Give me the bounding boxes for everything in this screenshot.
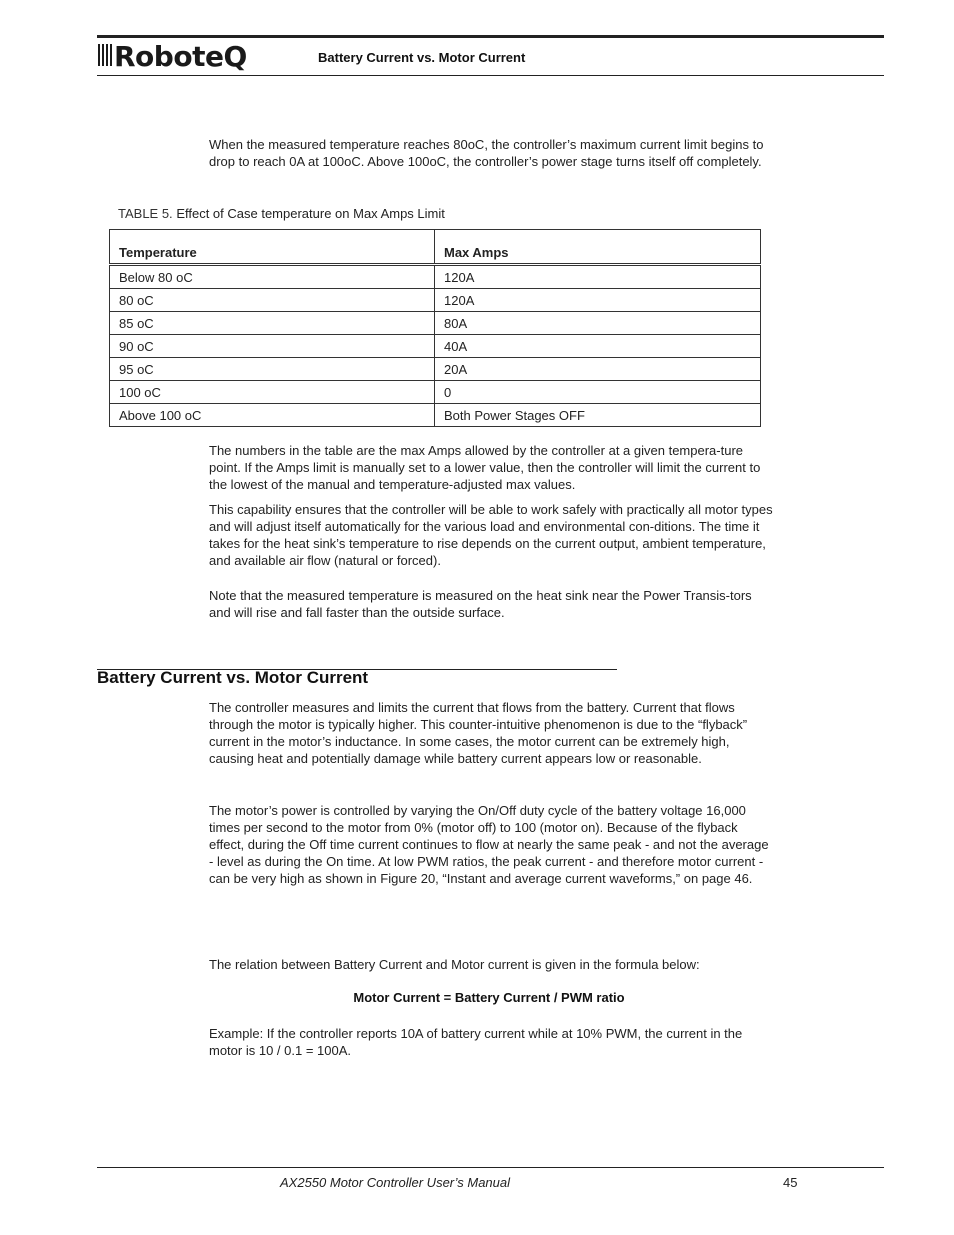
section-heading: Battery Current vs. Motor Current	[97, 668, 369, 687]
table-cell: 90 oC	[110, 335, 435, 358]
column-header-temperature: Temperature	[110, 230, 435, 265]
table-row	[110, 312, 761, 335]
table-cell: 80A	[435, 312, 761, 335]
running-header-title: Battery Current vs. Motor Current	[318, 50, 526, 65]
formula: Motor Current = Battery Current / PWM ratio	[353, 990, 625, 1005]
table-cell: 80 oC	[110, 289, 435, 312]
table-explanation-paragraph: The numbers in the table are the max Amps allowed by the controller at a given tempera-ture point. If the Amps limit is manually set to a lower value, then the controller will limit the current to the lowest of the manual and temperature-adjusted max values.	[209, 443, 761, 492]
temperature-table	[109, 229, 761, 427]
page-number: 45	[783, 1175, 798, 1190]
table-row	[110, 335, 761, 358]
table-cell: 40A	[435, 335, 761, 358]
capability-paragraph: This capability ensures that the controller will be able to work safely with practically all motor types and will adjust itself automatically for the various load and environmental con-ditions. The time it takes for the heat sink’s temperature to rise depends on the current output, ambient temperature, and available air flow (natural or forced).	[209, 502, 773, 568]
example-paragraph: Example: If the controller reports 10A of battery current while at 10% PWM, the current in the motor is 10 / 0.1 = 100A.	[209, 1026, 743, 1058]
table-row	[110, 381, 761, 404]
header-bottom-rule	[97, 75, 884, 76]
table-caption-text: Effect of Case temperature on Max Amps Limit	[176, 206, 445, 221]
table-caption-prefix: TABLE 5.	[118, 206, 173, 221]
footer-rule	[97, 1167, 884, 1168]
table-cell: Above 100 oC	[110, 404, 435, 427]
table-caption	[118, 206, 445, 221]
table-cell: 20A	[435, 358, 761, 381]
footer-manual-title: AX2550 Motor Controller User’s Manual	[280, 1175, 511, 1190]
intro-paragraph: When the measured temperature reaches 80oC, the controller’s maximum current limit begins to drop to reach 0A at 100oC. Above 100oC, the controller’s power stage turns itself off completely.	[209, 137, 764, 169]
table-header-row	[110, 230, 761, 265]
table-cell: Below 80 oC	[110, 265, 435, 289]
section-paragraph-1: The controller measures and limits the current that flows from the battery. Current that flows through the motor is typically higher. This counter-intuitive phenomenon is due to the “flyback” current in the motor’s inductance. In some cases, the motor current can be extremely high, causing heat and potentially damage while battery current appears low or reasonable.	[209, 700, 748, 766]
table-cell: 95 oC	[110, 358, 435, 381]
table-cell: 85 oC	[110, 312, 435, 335]
table-row	[110, 289, 761, 312]
section-paragraph-2: The motor’s power is controlled by varying the On/Off duty cycle of the battery voltage 16,000 times per second to the motor from 0% (motor off) to 100 (motor on). Because of the flyback effect, during the Off time current continues to flow at nearly the same peak - and not the average - level as during the On time. At low PWM ratios, the peak current - and therefore motor current - can be very high as shown in Figure 20, “Instant and average current waveforms,” on page 46.	[209, 803, 769, 886]
table-row	[110, 358, 761, 381]
table-cell: 0	[435, 381, 761, 404]
roboteq-logo	[98, 38, 273, 74]
section-paragraph-3: The relation between Battery Current and Motor current is given in the formula below:	[209, 957, 700, 972]
svg-text:RoboteQ: RoboteQ	[114, 40, 247, 73]
table-cell: Both Power Stages OFF	[435, 404, 761, 427]
table-row	[110, 404, 761, 427]
column-header-max-amps: Max Amps	[435, 230, 761, 265]
table-cell: 120A	[435, 289, 761, 312]
heat-sink-note-paragraph: Note that the measured temperature is measured on the heat sink near the Power Transis-tors and will rise and fall faster than the outside surface.	[209, 588, 752, 620]
table-cell: 120A	[435, 265, 761, 289]
table-cell: 100 oC	[110, 381, 435, 404]
table-row	[110, 265, 761, 289]
